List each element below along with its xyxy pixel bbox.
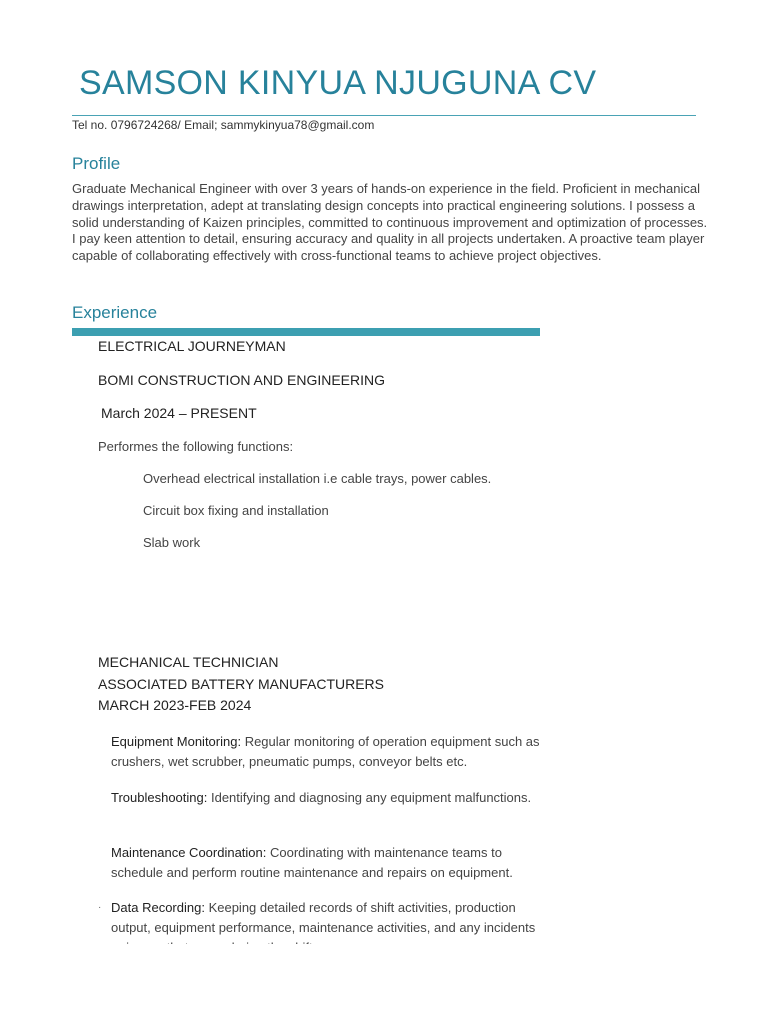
header-divider [72, 115, 696, 116]
duty-label: Data Recording: [111, 900, 205, 915]
job-dates: MARCH 2023-FEB 2024 [98, 697, 252, 713]
duty-label: Maintenance Coordination: [111, 845, 267, 860]
duty-text: Identifying and diagnosing any equipment malfunctions. [207, 790, 532, 805]
job-company: BOMI CONSTRUCTION AND ENGINEERING [98, 372, 386, 388]
duty-paragraph [111, 843, 541, 883]
duty-text: Coordinating with maintenance teams to schedule and perform routine maintenance and repairs on equipment. [111, 845, 513, 880]
duty-text: Keeping detailed records of shift activities, production output, equipment performance, maintenance activities, and any incidents [111, 900, 536, 935]
contact-line: Tel no. 0796724268/ Email; sammykinyua78@gmail.com [72, 118, 375, 132]
duty-item: Circuit box fixing and installation [143, 503, 329, 518]
duty-label: Equipment Monitoring: [111, 734, 242, 749]
profile-heading: Profile [72, 154, 121, 173]
job-title: ELECTRICAL JOURNEYMAN [98, 338, 286, 354]
bullet-dot-icon: · [98, 902, 102, 913]
duty-paragraph [111, 732, 541, 772]
duty-paragraph [111, 788, 541, 808]
duty-label: Troubleshooting: [111, 790, 208, 805]
duty-text: Regular monitoring of operation equipment such as crushers, wet scrubber, pneumatic pumps, conveyor belts etc. [111, 734, 540, 769]
job-dates: March 2024 – PRESENT [101, 405, 257, 421]
job-intro: Performes the following functions: [98, 439, 294, 454]
duty-item: Overhead electrical installation i.e cable trays, power cables. [143, 471, 492, 486]
job-company: ASSOCIATED BATTERY MANUFACTURERS [98, 676, 385, 692]
profile-text: Graduate Mechanical Engineer with over 3 years of hands-on experience in the field. Proficient in mechanical drawings interpretation, adept at translating design concepts into practical engineering solutions. I possess a solid understanding of Kaizen principles, committed to continuous improvement and optimization of processes. I pay keen attention to detail, ensuring accuracy and quality in all projects undertaken. A proactive team player capable of collaborating effectively with cross-functional teams to achieve project objectives. [72, 181, 708, 264]
experience-bar [72, 328, 540, 336]
page-cutoff [0, 944, 768, 1024]
duty-item: Slab work [143, 535, 201, 550]
experience-heading: Experience [72, 303, 158, 322]
cv-title: SAMSON KINYUA NJUGUNA CV [79, 64, 597, 102]
job-title: MECHANICAL TECHNICIAN [98, 654, 279, 670]
